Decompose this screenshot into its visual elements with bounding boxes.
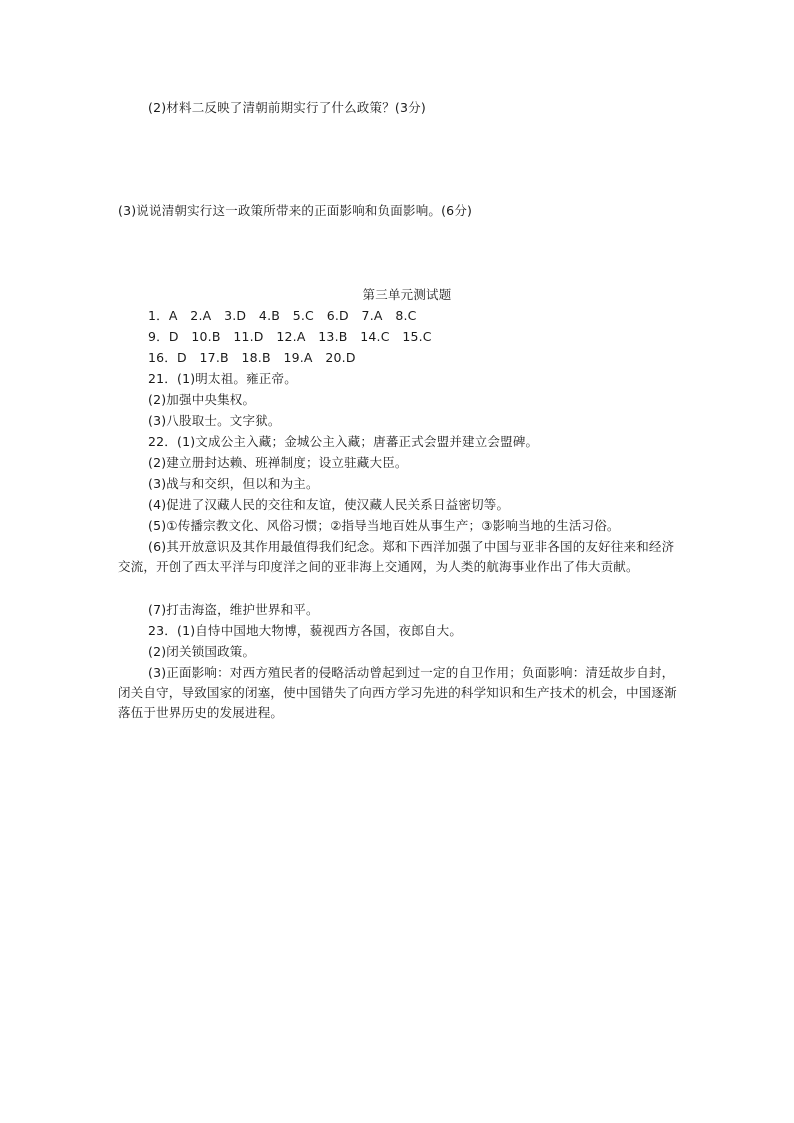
answer-21-3: (3)八股取士。文字狱。 <box>148 413 281 428</box>
answer-22-5: (5)①传播宗教文化、风俗习惯；②指导当地百姓从事生产；③影响当地的生活习俗。 <box>148 518 620 533</box>
answer-key-title: 第三单元测试题 <box>362 287 452 302</box>
answer-22-1: 22．(1)文成公主入藏；金城公主入藏；唐蕃正式会盟并建立会盟碑。 <box>148 434 539 449</box>
mc-answers-row-2: 9．D 10.B 11.D 12.A 13.B 14.C 15.C <box>148 329 432 344</box>
question-2: (2)材料二反映了清朝前期实行了什么政策？(3分) <box>148 100 426 115</box>
answer-23-3: (3)正面影响：对西方殖民者的侵略活动曾起到过一定的自卫作用；负面影响：清廷故步自封，闭关自守，导致国家的闭塞，使中国错失了向西方学习先进的科学知识和生产技术的机会，中国逐渐落伍于世界历史的发展进程。 <box>118 665 677 720</box>
answer-23-1: 23．(1)自恃中国地大物博，藐视西方各国，夜郎自大。 <box>148 623 463 638</box>
answer-22-3: (3)战与和交织，但以和为主。 <box>148 476 319 491</box>
question-3: (3)说说清朝实行这一政策所带来的正面影响和负面影响。(6分) <box>118 203 473 218</box>
answer-22-7: (7)打击海盗，维护世界和平。 <box>148 602 319 617</box>
answer-22-6: (6)其开放意识及其作用最值得我们纪念。郑和下西洋加强了中国与亚非各国的友好往来和经济交流，开创了西太平洋与印度洋之间的亚非海上交通网，为人类的航海事业作出了伟大贡献。 <box>118 539 675 574</box>
answer-22-4: (4)促进了汉藏人民的交往和友谊，使汉藏人民关系日益密切等。 <box>148 497 510 512</box>
answer-22-2: (2)建立册封达赖、班禅制度；设立驻藏大臣。 <box>148 455 408 470</box>
answer-21-2: (2)加强中央集权。 <box>148 392 256 407</box>
mc-answers-row-3: 16．D 17.B 18.B 19.A 20.D <box>148 350 356 365</box>
answer-23-2: (2)闭关锁国政策。 <box>148 644 256 659</box>
answer-21-1: 21．(1)明太祖。雍正帝。 <box>148 371 297 386</box>
mc-answers-row-1: 1．A 2.A 3.D 4.B 5.C 6.D 7.A 8.C <box>148 308 417 323</box>
